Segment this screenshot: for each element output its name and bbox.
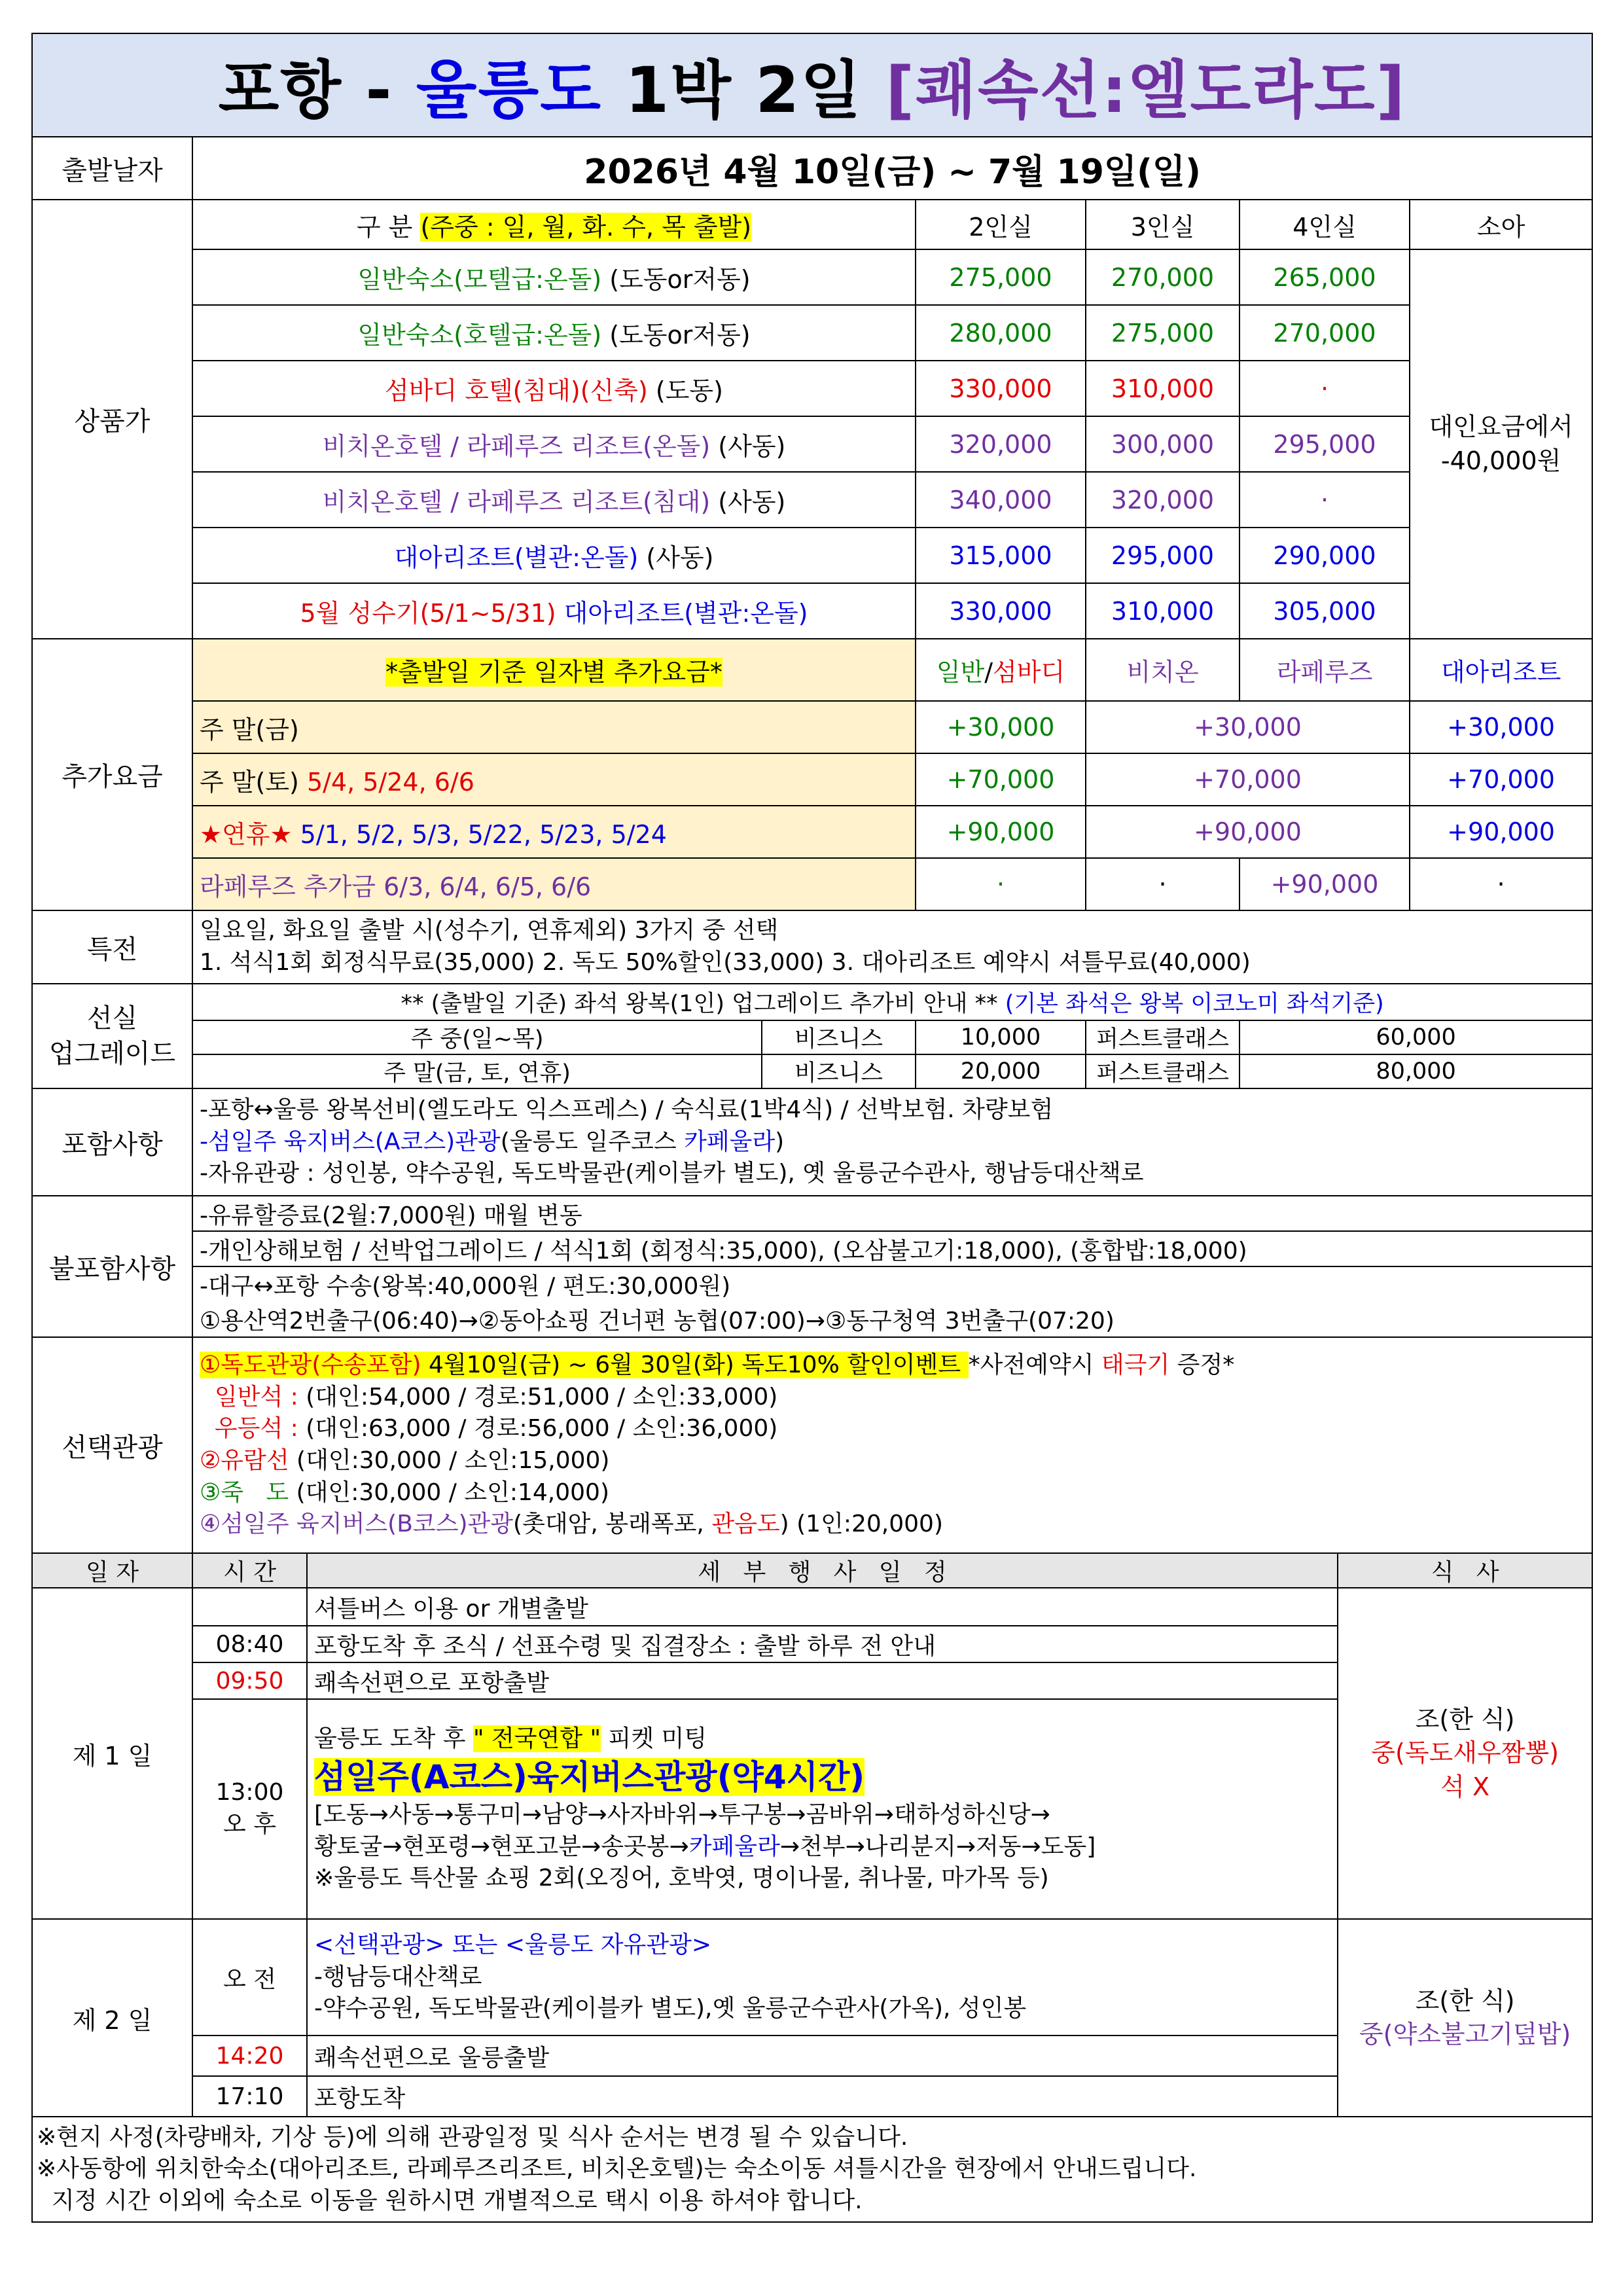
upgrade-class: 퍼스트클래스 [1086, 1054, 1240, 1088]
price-cell: 305,000 [1240, 583, 1410, 639]
upgrade-price: 80,000 [1240, 1054, 1592, 1088]
extra-cell: +30,000 [916, 701, 1086, 753]
time-cell: 17:10 [192, 2076, 307, 2117]
day1-meals: 조(한 식) 중(독도새우짬뽕) 석 X [1338, 1588, 1592, 1919]
page-title: 포항 - 울릉도 1박 2일 [쾌속선:엘도라도] [32, 33, 1592, 137]
upgrade-price: 10,000 [916, 1020, 1086, 1054]
excluded-line: ①용산역2번출구(06:40)→②동아쇼핑 건너편 농협(07:00)→③동구청역 3번출구(07:20) [192, 1302, 1592, 1337]
day2-label: 제 2 일 [32, 1919, 192, 2117]
col-child: 소아 [1410, 200, 1592, 249]
price-cell: 320,000 [1086, 472, 1240, 528]
price-cell: 320,000 [916, 416, 1086, 472]
extra-cell: +90,000 [1410, 806, 1592, 858]
price-cell: 280,000 [916, 305, 1086, 361]
time-cell: 09:50 [192, 1662, 307, 1699]
extra-cell: · [1086, 858, 1240, 910]
day2-meals: 조(한 식) 중(약소불고기덮밥) [1338, 1919, 1592, 2117]
upgrade-class: 퍼스트클래스 [1086, 1020, 1240, 1054]
price-cell: · [1240, 472, 1410, 528]
extra-cell: +90,000 [1086, 806, 1410, 858]
departure-label: 출발날자 [32, 137, 192, 200]
benefit-label: 특전 [32, 910, 192, 984]
product-row: 일반숙소(호텔급:온돌) (도동or저동) [192, 305, 916, 361]
price-cell: · [1240, 361, 1410, 416]
time-cell: 오 전 [192, 1919, 307, 2036]
schedule-row: <선택관광> 또는 <울릉도 자유관광> -행남등대산책로 -약수공원, 독도박물관(케이블카 별도),옛 울릉군수관사(가옥), 성인봉 [307, 1919, 1338, 2036]
product-row: 일반숙소(모텔급:온돌) (도동or저동) [192, 249, 916, 305]
extra-cell: +70,000 [1086, 753, 1410, 806]
schedule-day-header: 일 자 [32, 1553, 192, 1588]
product-row: 비치온호텔 / 라페루즈 리조트(침대) (사동) [192, 472, 916, 528]
product-row: 대아리조트(별관:온돌) (사동) [192, 528, 916, 583]
upgrade-day: 주 중(일~목) [192, 1020, 762, 1054]
schedule-row: 울릉도 도착 후 " 전국연합 " 피켓 미팅 섬일주(A코스)육지버스관광(약4시간) [도동→사동→통구미→남양→사자바위→투구봉→곰바위→태하성하신당→ 황토굴→현포령→현포고분→송곳봉→카페울라→천부→나리분지→저동→도동] ※울릉도 특산물 쇼핑 2회(오징어, 호박엿, 명이나물, 취나물, 마가목 등) [307, 1699, 1338, 1919]
schedule-meal-header: 식 사 [1338, 1553, 1592, 1588]
price-cell: 315,000 [916, 528, 1086, 583]
benefit-text: 일요일, 화요일 출발 시(성수기, 연휴제외) 3가지 중 선택 1. 석식1회 회정식무료(35,000) 2. 독도 50%할인(33,000) 3. 대아리조트 예약시 셔틀무료(40,000) [192, 910, 1592, 984]
upgrade-price: 60,000 [1240, 1020, 1592, 1054]
excluded-line: -유류할증료(2월:7,000원) 매월 변동 [192, 1196, 1592, 1231]
excluded-line: -개인상해보험 / 선박업그레이드 / 석식1회 (회정식:35,000), (오삼불고기:18,000), (홍합밥:18,000) [192, 1231, 1592, 1266]
schedule-row: 포항도착 후 조식 / 선표수령 및 집결장소 : 출발 하루 전 안내 [307, 1626, 1338, 1662]
excluded-line: -대구↔포항 수송(왕복:40,000원 / 편도:30,000원) [192, 1266, 1592, 1302]
time-cell: 13:00 오 후 [192, 1699, 307, 1919]
col-laperouse: 라페루즈 [1240, 639, 1410, 701]
price-cell: 270,000 [1240, 305, 1410, 361]
optional-text: ①독도관광(수송포함) 4월10일(금) ~ 6월 30일(화) 독도10% 할인이벤트 *사전예약시 태극기 증정* 일반석 : (대인:54,000 / 경로:51,000 / 소인:33,000) 우등석 : (대인:63,000 / 경로:56,000 / 소인:36,000) ②유람선 (대인:30,000 / 소인:15,000) ③죽 도 (대인:30,000 / 소인:14,000) ④섬일주 육지버스(B코스)관광(촛대암, 봉래폭포, 관음도) (1인:20,000) [192, 1337, 1592, 1553]
extra-cell: +90,000 [916, 806, 1086, 858]
extra-cell: +70,000 [1410, 753, 1592, 806]
upgrade-class: 비즈니스 [762, 1020, 916, 1054]
price-cell: 300,000 [1086, 416, 1240, 472]
excluded-label: 불포함사항 [32, 1196, 192, 1337]
col-beachon: 비치온 [1086, 639, 1240, 701]
price-cell: 275,000 [916, 249, 1086, 305]
price-cell: 295,000 [1086, 528, 1240, 583]
schedule-time-header: 시 간 [192, 1553, 307, 1588]
departure-dates: 2026년 4월 10일(금) ~ 7월 19일(일) [192, 137, 1592, 200]
day1-label: 제 1 일 [32, 1588, 192, 1919]
extra-row: 라페루즈 추가금 6/3, 6/4, 6/5, 6/6 [192, 858, 916, 910]
col-3person: 3인실 [1086, 200, 1240, 249]
col-general: 일반/섬바디 [916, 639, 1086, 701]
schedule-row: 쾌속선편으로 포항출발 [307, 1662, 1338, 1699]
extra-cell: +30,000 [1086, 701, 1410, 753]
price-cell: 275,000 [1086, 305, 1240, 361]
extra-cell: · [916, 858, 1086, 910]
extra-header: *출발일 기준 일자별 추가요금* [192, 639, 916, 701]
tour-document [31, 33, 1592, 2267]
upgrade-header: ** (출발일 기준) 좌석 왕복(1인) 업그레이드 추가비 안내 ** (기본 좌석은 왕복 이코노미 좌석기준) [192, 984, 1592, 1020]
price-cell: 270,000 [1086, 249, 1240, 305]
tour-table [31, 33, 1593, 2223]
upgrade-price: 20,000 [916, 1054, 1086, 1088]
product-label: 상품가 [32, 200, 192, 639]
product-header: 구 분 (주중 : 일, 월, 화. 수, 목 출발) [192, 200, 916, 249]
col-4person: 4인실 [1240, 200, 1410, 249]
extra-cell: +70,000 [916, 753, 1086, 806]
extra-cell: · [1410, 858, 1592, 910]
price-cell: 310,000 [1086, 583, 1240, 639]
extra-row: ★연휴★ 5/1, 5/2, 5/3, 5/22, 5/23, 5/24 [192, 806, 916, 858]
footer-notes: ※현지 사정(차량배차, 기상 등)에 의해 관광일정 및 식사 순서는 변경 될 수 있습니다. ※사동항에 위치한숙소(대아리조트, 라페루즈리조트, 비치온호텔)는 숙소이동 셔틀시간을 현장에서 안내드립니다. 지정 시간 이외에 숙소로 이동을 원하시면 개별적으로 택시 이용 하셔야 합니다. [32, 2117, 1592, 2222]
price-cell: 290,000 [1240, 528, 1410, 583]
time-cell: 08:40 [192, 1626, 307, 1662]
product-row: 5월 성수기(5/1~5/31) 대아리조트(별관:온돌) [192, 583, 916, 639]
price-cell: 265,000 [1240, 249, 1410, 305]
schedule-row: 쾌속선편으로 울릉출발 [307, 2036, 1338, 2076]
extra-label: 추가요금 [32, 639, 192, 910]
included-text: -포항↔울릉 왕복선비(엘도라도 익스프레스) / 숙식료(1박4식) / 선박보험. 차량보험 -섬일주 육지버스(A코스)관광(울릉도 일주코스 카페울라) -자유관광 : 성인봉, 약수공원, 독도박물관(케이블카 별도), 옛 울릉군수관사, 행남등대산책로 [192, 1088, 1592, 1196]
col-daea: 대아리조트 [1410, 639, 1592, 701]
price-cell: 310,000 [1086, 361, 1240, 416]
price-cell: 330,000 [916, 361, 1086, 416]
schedule-detail-header: 세 부 행 사 일 정 [307, 1553, 1338, 1588]
extra-row: 주 말(토) 5/4, 5/24, 6/6 [192, 753, 916, 806]
optional-label: 선택관광 [32, 1337, 192, 1553]
product-row: 섬바디 호텔(침대)(신축) (도동) [192, 361, 916, 416]
extra-cell: +90,000 [1240, 858, 1410, 910]
price-cell: 340,000 [916, 472, 1086, 528]
extra-row: 주 말(금) [192, 701, 916, 753]
schedule-row: 셔틀버스 이용 or 개별출발 [307, 1588, 1338, 1626]
upgrade-class: 비즈니스 [762, 1054, 916, 1088]
upgrade-label: 선실 업그레이드 [32, 984, 192, 1088]
schedule-row: 포항도착 [307, 2076, 1338, 2117]
time-cell [192, 1588, 307, 1626]
included-label: 포함사항 [32, 1088, 192, 1196]
price-cell: 295,000 [1240, 416, 1410, 472]
col-2person: 2인실 [916, 200, 1086, 249]
upgrade-day: 주 말(금, 토, 연휴) [192, 1054, 762, 1088]
child-discount-note: 대인요금에서 -40,000원 [1410, 249, 1592, 639]
time-cell: 14:20 [192, 2036, 307, 2076]
extra-cell: +30,000 [1410, 701, 1592, 753]
price-cell: 330,000 [916, 583, 1086, 639]
product-row: 비치온호텔 / 라페루즈 리조트(온돌) (사동) [192, 416, 916, 472]
